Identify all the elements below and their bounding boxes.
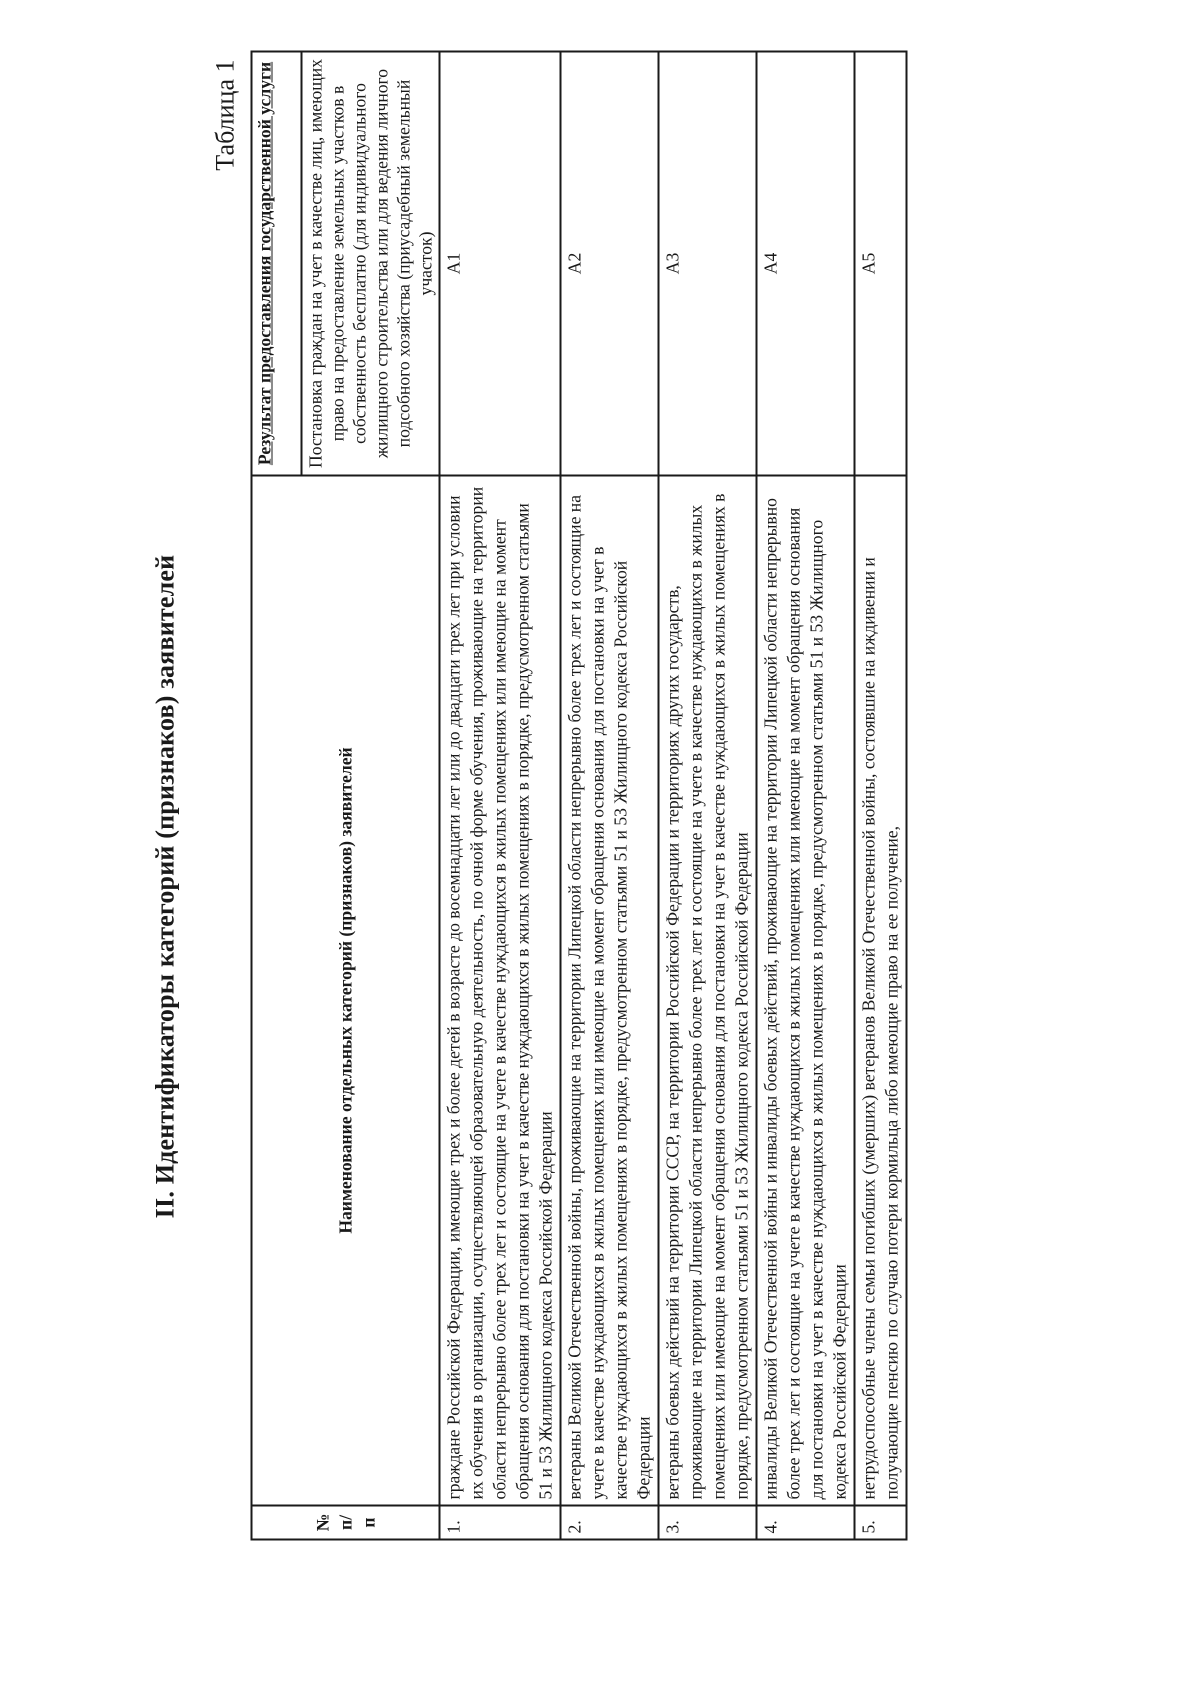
row-identifier-code: А4 — [756, 52, 854, 476]
table-row — [439, 52, 560, 1540]
header-category-name: Наименование отдельных категорий (признаков) заявителей — [251, 476, 439, 1506]
row-category-text: инвалиды Великой Отечественной войны и инвалиды боевых действий, проживающие на территории Липецкой области непрерывно более трех лет и состоящие на учете в качестве нуждающихся в жилых помещениях или имеющие на момент обращения основания для постановки на учет в качестве нуждающихся в жилых помещениях в порядке, предусмотренном статьями 51 и 53 Жилищного кодекса Российской Федерации — [756, 476, 854, 1506]
table-row — [560, 52, 658, 1540]
row-number: 5. — [854, 1506, 906, 1540]
row-number: 4. — [756, 1506, 854, 1540]
row-identifier-code: А5 — [854, 52, 906, 476]
header-result-title: Результат предоставления государственной услуги — [251, 52, 301, 476]
row-number: 2. — [560, 1506, 658, 1540]
header-number: № п/п — [251, 1506, 439, 1540]
table-row — [658, 52, 756, 1540]
row-number: 3. — [658, 1506, 756, 1540]
row-number: 1. — [439, 1506, 560, 1540]
row-category-text: ветераны Великой Отечественной войны, проживающие на территории Липецкой области непрерывно более трех лет и состоящие на учете в качестве нуждающихся в жилых помещениях или имеющие на момент обращения основания для постановки на учет в качестве нуждающихся в жилых помещениях в порядке, предусмотренном статьями 51 и 53 Жилищного кодекса Российской Федерации — [560, 476, 658, 1506]
header-result-description: Постановка граждан на учет в качестве лиц, имеющих право на предоставление земельных участков в собственность бесплатно (для индивидуального жилищного строительства или для ведения личного подсобного хозяйства (приусадебный земельный участок) — [301, 52, 439, 476]
row-category-text: граждане Российской Федерации, имеющие трех и более детей в возрасте до восемнадцати лет или до двадцати трех лет при условии их обучения в организации, осуществляющей образовательную деятельность, по очной форме обучения, проживающие на территории области непрерывно более трех лет и состоящие на учете в качестве нуждающихся в жилых помещениях или имеющие на момент обращения основания для постановки на учет в качестве нуждающихся в жилых помещениях в порядке, предусмотренном статьями 51 и 53 Жилищного кодекса Российской Федерации — [439, 476, 560, 1506]
row-category-text: ветераны боевых действий на территории СССР, на территории Российской Федерации и территориях других государств, проживающие на территории Липецкой области непрерывно более трех лет и состоящие на учете в качестве нуждающихся в жилых помещениях или имеющие на момент обращения основания для постановки на учет в качестве нуждающихся в жилых помещениях в порядке, предусмотренном статьями 51 и 53 Жилищного кодекса Российской Федерации — [658, 476, 756, 1506]
document-title: II. Идентификаторы категорий (признаков) заявителей — [150, 554, 179, 1219]
table-header-row — [251, 52, 301, 1540]
row-identifier-code: А3 — [658, 52, 756, 476]
row-category-text: нетрудоспособные члены семьи погибших (умерших) ветеранов Великой Отечественной войны, состоявшие на иждивении и получающие пенсию по случаю потери кормильца либо имеющие право на ее получение, — [854, 476, 906, 1506]
row-identifier-code: А1 — [439, 52, 560, 476]
table-caption: Таблица 1 — [210, 59, 239, 171]
row-identifier-code: А2 — [560, 52, 658, 476]
table-row — [756, 52, 854, 1540]
table-row — [854, 52, 906, 1540]
categories-table — [250, 51, 907, 1541]
